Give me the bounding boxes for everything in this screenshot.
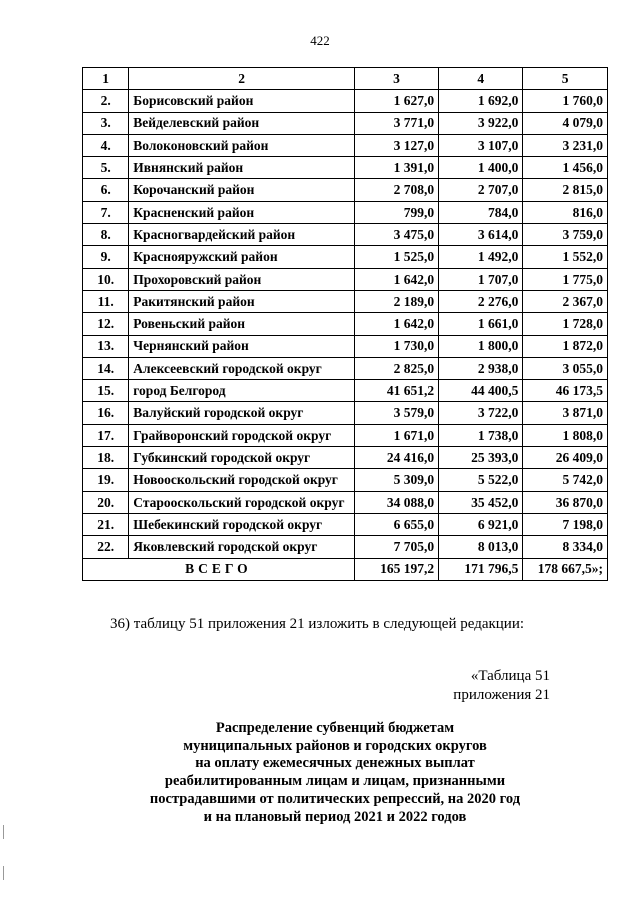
table-row bbox=[83, 157, 608, 179]
table-row bbox=[83, 424, 608, 446]
table-row bbox=[83, 513, 608, 535]
district-name: Корочанский район bbox=[129, 179, 355, 201]
header-col-2: 2 bbox=[129, 68, 355, 90]
table-header-row bbox=[83, 68, 608, 90]
value-2021: 1 400,0 bbox=[439, 157, 523, 179]
table-row bbox=[83, 402, 608, 424]
value-2022: 3 759,0 bbox=[523, 224, 608, 246]
value-2021: 1 707,0 bbox=[439, 268, 523, 290]
row-number: 3. bbox=[83, 112, 129, 134]
value-2020: 1 671,0 bbox=[354, 424, 438, 446]
value-2022: 1 808,0 bbox=[523, 424, 608, 446]
value-2020: 7 705,0 bbox=[354, 536, 438, 558]
header-col-1: 1 bbox=[83, 68, 129, 90]
district-name: Валуйский городской округ bbox=[129, 402, 355, 424]
table-row bbox=[83, 112, 608, 134]
row-number: 17. bbox=[83, 424, 129, 446]
heading-line: и на плановый период 2021 и 2022 годов bbox=[203, 808, 467, 825]
table-row bbox=[83, 313, 608, 335]
row-number: 11. bbox=[83, 290, 129, 312]
table-row bbox=[83, 380, 608, 402]
value-2021: 1 800,0 bbox=[439, 335, 523, 357]
value-2022: 3 055,0 bbox=[523, 357, 608, 379]
table-reference-line: «Таблица 51 bbox=[470, 668, 550, 684]
value-2020: 2 189,0 bbox=[354, 290, 438, 312]
margin-mark bbox=[3, 825, 4, 839]
value-2020: 2 825,0 bbox=[354, 357, 438, 379]
value-2022: 2 815,0 bbox=[523, 179, 608, 201]
value-2022: 1 552,0 bbox=[523, 246, 608, 268]
value-2020: 1 642,0 bbox=[354, 313, 438, 335]
header-col-3: 3 bbox=[354, 68, 438, 90]
value-2021: 44 400,5 bbox=[439, 380, 523, 402]
table-reference bbox=[430, 667, 550, 705]
district-name: Прохоровский район bbox=[129, 268, 355, 290]
value-2021: 35 452,0 bbox=[439, 491, 523, 513]
value-2020: 3 579,0 bbox=[354, 402, 438, 424]
heading-line: на оплату ежемесячных денежных выплат bbox=[195, 755, 475, 772]
district-name: Губкинский городской округ bbox=[129, 447, 355, 469]
value-2020: 3 475,0 bbox=[354, 224, 438, 246]
value-2022: 3 871,0 bbox=[523, 402, 608, 424]
value-2022: 7 198,0 bbox=[523, 513, 608, 535]
total-value-2022: 178 667,5»; bbox=[523, 558, 608, 580]
row-number: 13. bbox=[83, 335, 129, 357]
table-row bbox=[83, 201, 608, 223]
value-2020: 2 708,0 bbox=[354, 179, 438, 201]
value-2021: 2 276,0 bbox=[439, 290, 523, 312]
value-2021: 2 938,0 bbox=[439, 357, 523, 379]
district-name: Новооскольский городской округ bbox=[129, 469, 355, 491]
heading-line: муниципальных районов и городских округов bbox=[183, 737, 487, 754]
row-number: 9. bbox=[83, 246, 129, 268]
row-number: 4. bbox=[83, 134, 129, 156]
value-2020: 1 391,0 bbox=[354, 157, 438, 179]
value-2021: 5 522,0 bbox=[439, 469, 523, 491]
value-2020: 3 771,0 bbox=[354, 112, 438, 134]
value-2020: 24 416,0 bbox=[354, 447, 438, 469]
district-name: Старооскольский городской округ bbox=[129, 491, 355, 513]
heading-line: реабилитированным лицам и лицам, признанными bbox=[164, 773, 506, 790]
row-number: 15. bbox=[83, 380, 129, 402]
table-row bbox=[83, 90, 608, 112]
value-2020: 34 088,0 bbox=[354, 491, 438, 513]
value-2022: 26 409,0 bbox=[523, 447, 608, 469]
table-row bbox=[83, 290, 608, 312]
district-name: Ивнянский район bbox=[129, 157, 355, 179]
table-row bbox=[83, 246, 608, 268]
value-2022: 2 367,0 bbox=[523, 290, 608, 312]
table-row bbox=[83, 536, 608, 558]
table-row bbox=[83, 268, 608, 290]
table-reference-line: приложения 21 bbox=[453, 687, 550, 703]
district-name: Алексеевский городской округ bbox=[129, 357, 355, 379]
row-number: 10. bbox=[83, 268, 129, 290]
total-label: ВСЕГО bbox=[83, 558, 355, 580]
value-2022: 1 872,0 bbox=[523, 335, 608, 357]
total-row bbox=[83, 558, 608, 580]
value-2021: 6 921,0 bbox=[439, 513, 523, 535]
table-row bbox=[83, 447, 608, 469]
district-name: Ровеньский район bbox=[129, 313, 355, 335]
table-row bbox=[83, 469, 608, 491]
heading-line: пострадавшими от политических репрессий, на 2020 год bbox=[149, 790, 521, 807]
row-number: 16. bbox=[83, 402, 129, 424]
value-2021: 3 922,0 bbox=[439, 112, 523, 134]
district-name: Волоконовский район bbox=[129, 134, 355, 156]
total-value-2020: 165 197,2 bbox=[354, 558, 438, 580]
district-name: Краснояружский район bbox=[129, 246, 355, 268]
district-name: Красногвардейский район bbox=[129, 224, 355, 246]
row-number: 21. bbox=[83, 513, 129, 535]
row-number: 14. bbox=[83, 357, 129, 379]
value-2020: 799,0 bbox=[354, 201, 438, 223]
row-number: 7. bbox=[83, 201, 129, 223]
row-number: 6. bbox=[83, 179, 129, 201]
row-number: 20. bbox=[83, 491, 129, 513]
value-2021: 8 013,0 bbox=[439, 536, 523, 558]
district-name: Грайворонский городской округ bbox=[129, 424, 355, 446]
heading-line: Распределение субвенций бюджетам bbox=[215, 720, 455, 736]
value-2022: 3 231,0 bbox=[523, 134, 608, 156]
district-name: Борисовский район bbox=[129, 90, 355, 112]
row-number: 5. bbox=[83, 157, 129, 179]
table-row bbox=[83, 179, 608, 201]
amendment-instruction: 36) таблицу 51 приложения 21 изложить в следующей редакции: bbox=[110, 616, 525, 632]
value-2022: 5 742,0 bbox=[523, 469, 608, 491]
value-2022: 46 173,5 bbox=[523, 380, 608, 402]
value-2022: 1 760,0 bbox=[523, 90, 608, 112]
district-name: Чернянский район bbox=[129, 335, 355, 357]
value-2021: 1 661,0 bbox=[439, 313, 523, 335]
header-col-5: 5 bbox=[523, 68, 608, 90]
value-2020: 1 627,0 bbox=[354, 90, 438, 112]
table-heading bbox=[120, 720, 550, 826]
district-name: Яковлевский городской округ bbox=[129, 536, 355, 558]
row-number: 22. bbox=[83, 536, 129, 558]
value-2021: 1 692,0 bbox=[439, 90, 523, 112]
value-2020: 41 651,2 bbox=[354, 380, 438, 402]
table-row bbox=[83, 335, 608, 357]
row-number: 2. bbox=[83, 90, 129, 112]
margin-mark bbox=[3, 866, 4, 880]
value-2021: 1 738,0 bbox=[439, 424, 523, 446]
value-2020: 1 642,0 bbox=[354, 268, 438, 290]
value-2021: 3 107,0 bbox=[439, 134, 523, 156]
district-name: город Белгород bbox=[129, 380, 355, 402]
value-2022: 36 870,0 bbox=[523, 491, 608, 513]
value-2022: 1 456,0 bbox=[523, 157, 608, 179]
value-2020: 1 730,0 bbox=[354, 335, 438, 357]
row-number: 8. bbox=[83, 224, 129, 246]
value-2020: 5 309,0 bbox=[354, 469, 438, 491]
table-body bbox=[83, 90, 608, 558]
value-2021: 25 393,0 bbox=[439, 447, 523, 469]
table-row bbox=[83, 357, 608, 379]
value-2021: 784,0 bbox=[439, 201, 523, 223]
value-2021: 3 614,0 bbox=[439, 224, 523, 246]
value-2022: 1 775,0 bbox=[523, 268, 608, 290]
district-name: Шебекинский городской округ bbox=[129, 513, 355, 535]
value-2020: 6 655,0 bbox=[354, 513, 438, 535]
header-col-4: 4 bbox=[439, 68, 523, 90]
district-name: Ракитянский район bbox=[129, 290, 355, 312]
value-2022: 1 728,0 bbox=[523, 313, 608, 335]
value-2022: 816,0 bbox=[523, 201, 608, 223]
value-2022: 4 079,0 bbox=[523, 112, 608, 134]
table-row bbox=[83, 224, 608, 246]
value-2020: 1 525,0 bbox=[354, 246, 438, 268]
value-2021: 1 492,0 bbox=[439, 246, 523, 268]
budget-table bbox=[82, 67, 608, 581]
district-name: Вейделевский район bbox=[129, 112, 355, 134]
row-number: 18. bbox=[83, 447, 129, 469]
value-2020: 3 127,0 bbox=[354, 134, 438, 156]
value-2021: 2 707,0 bbox=[439, 179, 523, 201]
table-row bbox=[83, 134, 608, 156]
value-2021: 3 722,0 bbox=[439, 402, 523, 424]
row-number: 19. bbox=[83, 469, 129, 491]
value-2022: 8 334,0 bbox=[523, 536, 608, 558]
district-name: Красненский район bbox=[129, 201, 355, 223]
total-value-2021: 171 796,5 bbox=[439, 558, 523, 580]
page-number: 422 bbox=[310, 33, 330, 48]
table-row bbox=[83, 491, 608, 513]
row-number: 12. bbox=[83, 313, 129, 335]
